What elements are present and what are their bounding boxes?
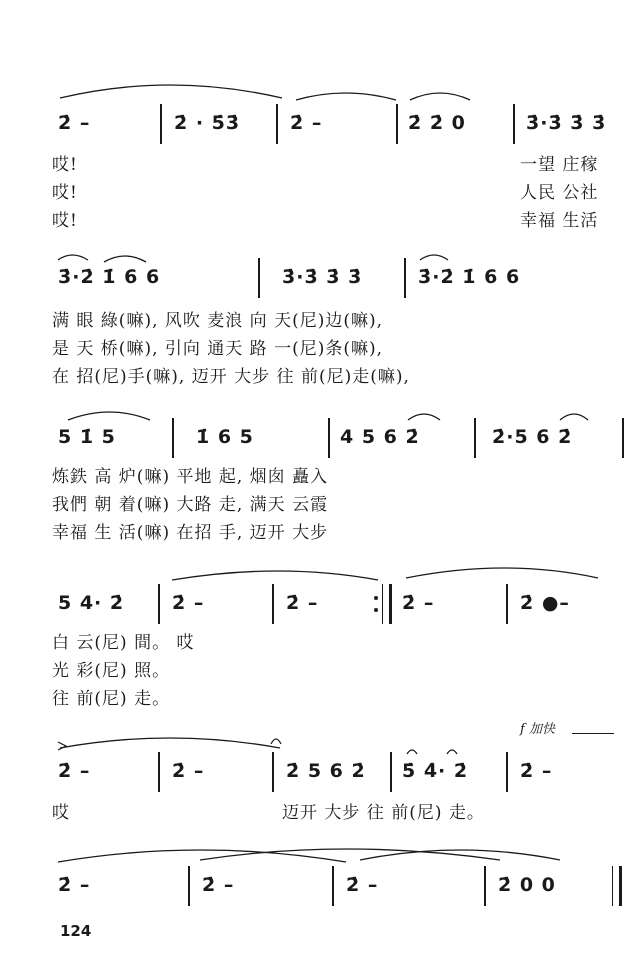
lyric-3-2: 我們 朝 着(嘛) 大路 走, 满天 云霞 bbox=[52, 495, 329, 515]
lyric-1-3b: 幸福 生活 bbox=[520, 211, 599, 231]
measure-5-1: 2̇ – bbox=[58, 760, 91, 782]
system-4 bbox=[0, 584, 640, 624]
bar-line bbox=[158, 752, 160, 792]
measure-4-1: 5 4· 2̇ bbox=[58, 592, 125, 614]
repeat-bar bbox=[382, 584, 392, 624]
bar-line bbox=[390, 752, 392, 792]
measure-6-1: 2̇ – bbox=[58, 874, 91, 896]
lyric-3-1: 炼鉄 高 炉(嘛) 平地 起, 烟囱 矗入 bbox=[52, 467, 329, 487]
page-number: 124 bbox=[60, 922, 92, 940]
system-2 bbox=[0, 258, 640, 298]
bar-line bbox=[160, 104, 162, 144]
lyric-1-3a: 哎! bbox=[52, 211, 78, 231]
bar-line bbox=[622, 418, 624, 458]
bar-line bbox=[513, 104, 515, 144]
bar-line bbox=[332, 866, 334, 906]
final-bar bbox=[612, 866, 622, 906]
measure-1-1: 2̇ – bbox=[58, 112, 91, 134]
bar-line bbox=[328, 418, 330, 458]
lyric-4-1: 白 云(尼) 間。 哎 bbox=[52, 633, 195, 653]
lyric-1-2a: 哎! bbox=[52, 183, 78, 203]
lyric-1-1b: 一望 庄稼 bbox=[520, 155, 599, 175]
system-3 bbox=[0, 418, 640, 458]
measure-5-5: 2̇ – bbox=[520, 760, 553, 782]
lyric-2-3: 在 招(尼)手(嘛), 迈开 大步 往 前(尼)走(嘛), bbox=[52, 367, 410, 387]
system-6 bbox=[0, 866, 640, 906]
measure-6-4: 2̇ 0 0 bbox=[498, 874, 556, 896]
system-1 bbox=[0, 104, 640, 144]
measure-6-2: 2̇ – bbox=[202, 874, 235, 896]
repeat-dot bbox=[374, 596, 378, 600]
bar-line bbox=[276, 104, 278, 144]
bar-line bbox=[258, 258, 260, 298]
lyric-4-2: 光 彩(尼) 照。 bbox=[52, 661, 171, 681]
measure-3-3: 4 5 6 2̇ bbox=[340, 426, 420, 448]
lyric-5-2: 迈开 大步 往 前(尼) 走。 bbox=[282, 803, 485, 823]
lyric-2-2: 是 天 桥(嘛), 引向 通天 路 一(尼)条(嘛), bbox=[52, 339, 384, 359]
lyric-4-3: 往 前(尼) 走。 bbox=[52, 689, 171, 709]
lyric-1-1a: 哎! bbox=[52, 155, 78, 175]
bar-line bbox=[506, 584, 508, 624]
bar-line bbox=[188, 866, 190, 906]
bar-line bbox=[158, 584, 160, 624]
bar-line bbox=[404, 258, 406, 298]
measure-3-1: 5 1̇ 5 bbox=[58, 426, 116, 448]
measure-2-1: 3̇·2̇ 1̇ 6 6 bbox=[58, 266, 161, 288]
bar-line bbox=[172, 418, 174, 458]
measure-4-5: 2̇ ●– bbox=[520, 592, 570, 614]
measure-5-2: 2̇ – bbox=[172, 760, 205, 782]
bar-line bbox=[272, 752, 274, 792]
measure-4-3: 2̇ – bbox=[286, 592, 319, 614]
measure-1-3: 2̇ – bbox=[290, 112, 323, 134]
bar-line bbox=[396, 104, 398, 144]
bar-line bbox=[484, 866, 486, 906]
tempo-marking: f 加快 bbox=[520, 722, 555, 737]
system-5 bbox=[0, 752, 640, 792]
measure-6-3: 2̇ – bbox=[346, 874, 379, 896]
measure-3-4: 2̇·5 6 2̇ bbox=[492, 426, 573, 448]
measure-2-3: 3̇·2̇ 1̇ 6 6 bbox=[418, 266, 521, 288]
measure-5-4: 5̇ 4̇· 2̇ bbox=[402, 760, 469, 782]
measure-2-2: 3̇·3̇ 3̇ 3̇ bbox=[282, 266, 363, 288]
measure-5-3: 2̇ 5 6 2̇ bbox=[286, 760, 366, 782]
lyric-5-1: 哎 bbox=[52, 803, 70, 823]
measure-1-4: 2̇ 2̇ 0 bbox=[408, 112, 466, 134]
measure-3-2: 1̇ 6 5 bbox=[196, 426, 254, 448]
measure-1-5: 3̇·3̇ 3̇ 3̇ bbox=[526, 112, 607, 134]
repeat-dot bbox=[374, 608, 378, 612]
measure-1-2: 2̇ · 5̇3̇ bbox=[174, 112, 241, 134]
measure-4-4: 2̇ – bbox=[402, 592, 435, 614]
tempo-extension-line bbox=[572, 733, 614, 734]
lyric-1-2b: 人民 公社 bbox=[520, 183, 599, 203]
lyric-3-3: 幸福 生 活(嘛) 在招 手, 迈开 大步 bbox=[52, 523, 329, 543]
measure-4-2: 2̇ – bbox=[172, 592, 205, 614]
bar-line bbox=[272, 584, 274, 624]
bar-line bbox=[506, 752, 508, 792]
bar-line bbox=[474, 418, 476, 458]
lyric-2-1: 满 眼 綠(嘛), 风吹 麦浪 向 天(尼)边(嘛), bbox=[52, 311, 384, 331]
